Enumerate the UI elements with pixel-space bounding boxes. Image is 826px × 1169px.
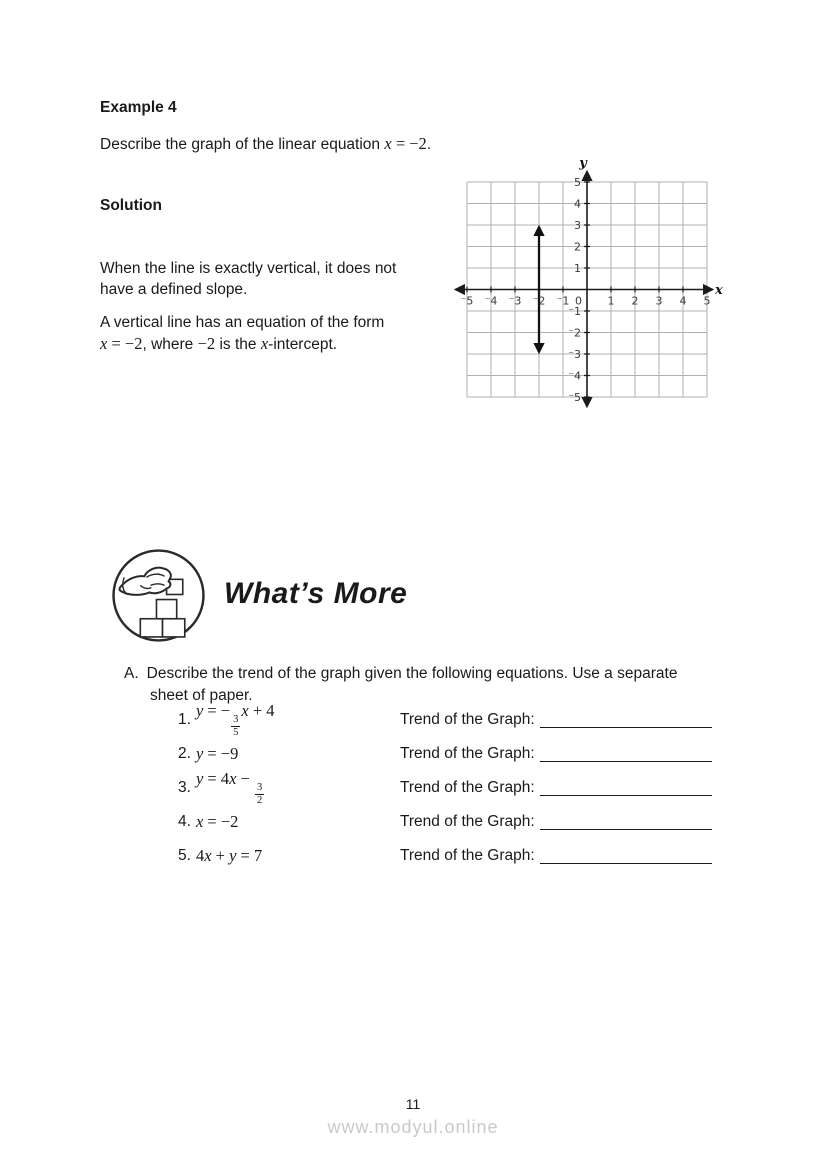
answer-blank xyxy=(540,746,712,762)
math-variable: x xyxy=(260,334,269,353)
trend-label: Trend of the Graph: xyxy=(400,847,535,864)
answer-blank xyxy=(540,848,712,864)
y-axis-label: y xyxy=(579,156,587,171)
y-tick-label: 5 xyxy=(574,176,581,189)
math-equation: = −2 xyxy=(107,334,143,353)
equation-row-2 xyxy=(178,737,738,771)
item-number: 2. xyxy=(178,745,191,762)
origin-label: 0 xyxy=(575,294,582,308)
fraction-denominator: 5 xyxy=(233,726,239,738)
fraction-denominator: 2 xyxy=(256,794,263,806)
math-variable: x xyxy=(204,846,212,865)
prompt-text: Describe the graph of the linear equation xyxy=(100,136,385,153)
example-title: Example 4 xyxy=(100,99,177,116)
math-text: + xyxy=(211,846,230,865)
math-variable: y xyxy=(195,701,204,721)
prompt-math-rest: = −2 xyxy=(391,134,427,153)
paragraph-text: , where xyxy=(142,336,198,353)
paragraph-line: A vertical line has an equation of the form xyxy=(100,314,385,331)
equation-row-1 xyxy=(178,703,738,737)
x-tick-label: ⁻3 xyxy=(508,294,522,308)
fraction xyxy=(255,782,264,807)
answer-blank xyxy=(540,712,712,728)
answer-blank xyxy=(540,814,712,830)
math-variable: x xyxy=(241,701,249,721)
paragraph-text: -intercept. xyxy=(268,336,338,353)
equation xyxy=(196,701,275,739)
x-axis-label: x xyxy=(715,283,723,298)
y-tick-label: ⁻2 xyxy=(568,326,581,340)
equation xyxy=(196,812,238,832)
math-text: = 7 xyxy=(236,846,263,865)
math-text: = − xyxy=(203,701,231,721)
equation-row-3 xyxy=(178,771,738,805)
exercise-label: A. xyxy=(124,665,139,682)
prompt-math-variable: x xyxy=(384,134,392,153)
item-number: 1. xyxy=(178,711,191,728)
math-text: + 4 xyxy=(248,701,275,721)
answer-blank xyxy=(540,780,712,796)
equation xyxy=(196,769,265,807)
paragraph-line: When the line is exactly vertical, it does not xyxy=(100,260,397,277)
paragraph-line: have a defined slope. xyxy=(100,281,248,298)
paragraph-line xyxy=(100,333,384,355)
trend-label: Trend of the Graph: xyxy=(400,779,535,796)
page-number: 11 xyxy=(405,1096,421,1112)
prompt-period: . xyxy=(426,136,432,153)
math-variable: x xyxy=(100,334,108,353)
trend-label: Trend of the Graph: xyxy=(400,711,535,728)
hand-stacking-blocks-icon xyxy=(110,547,207,644)
x-tick-label: ⁻2 xyxy=(532,294,546,308)
solution-paragraph-1 xyxy=(100,258,396,300)
fraction xyxy=(231,714,240,739)
watermark: www.modyul.online xyxy=(327,1117,499,1137)
math-text: = −9 xyxy=(203,744,239,763)
math-variable: y xyxy=(195,769,204,789)
x-tick-label: 5 xyxy=(703,294,711,308)
equation xyxy=(196,744,238,764)
math-variable: x xyxy=(195,812,204,831)
whats-more-title: What’s More xyxy=(224,577,408,610)
y-tick-label: ⁻1 xyxy=(568,305,581,318)
x-tick-label: ⁻5 xyxy=(460,294,474,308)
y-tick-label: ⁻4 xyxy=(568,369,581,383)
math-number: −2 xyxy=(197,334,216,353)
y-tick-label: ⁻3 xyxy=(568,348,581,361)
x-tick-label: ⁻1 xyxy=(556,294,570,308)
exercise-instruction-line-2: sheet of paper. xyxy=(150,687,253,704)
equation-row-4 xyxy=(178,805,738,839)
y-tick-label: 3 xyxy=(574,219,581,232)
paragraph-text: is the xyxy=(215,336,261,353)
y-tick-label: 4 xyxy=(574,197,581,211)
math-variable: y xyxy=(229,846,237,865)
exercise-instruction-line-1: Describe the trend of the graph given the following equations. Use a separate xyxy=(146,665,678,682)
trend-label: Trend of the Graph: xyxy=(400,813,535,830)
x-tick-label: 3 xyxy=(655,294,663,308)
fraction-numerator: 3 xyxy=(233,713,239,725)
math-variable: y xyxy=(195,744,204,763)
solution-paragraph-2 xyxy=(100,312,384,355)
y-tick-label: ⁻5 xyxy=(568,391,581,404)
x-tick-label: ⁻4 xyxy=(484,294,498,308)
x-tick-label: 4 xyxy=(679,294,687,308)
math-text: 4 xyxy=(195,846,205,865)
y-tick-label: 1 xyxy=(574,262,581,275)
math-text: = 4 xyxy=(203,769,230,789)
example-prompt xyxy=(100,133,431,155)
trend-label: Trend of the Graph: xyxy=(400,745,535,762)
math-text: − xyxy=(236,769,254,789)
equation-list xyxy=(178,703,738,873)
equation xyxy=(196,846,262,866)
solution-title: Solution xyxy=(100,197,162,214)
x-tick-label: 1 xyxy=(607,294,615,308)
fraction-numerator: 3 xyxy=(256,781,263,793)
y-tick-label: 2 xyxy=(574,240,581,254)
item-number: 4. xyxy=(178,813,191,830)
item-number: 3. xyxy=(178,779,191,796)
equation-row-5 xyxy=(178,839,738,873)
math-variable: x xyxy=(229,769,237,789)
item-number: 5. xyxy=(178,847,191,864)
coordinate-plane-graph xyxy=(450,156,726,418)
x-tick-label: 2 xyxy=(631,294,639,308)
math-text: = −2 xyxy=(203,812,239,831)
